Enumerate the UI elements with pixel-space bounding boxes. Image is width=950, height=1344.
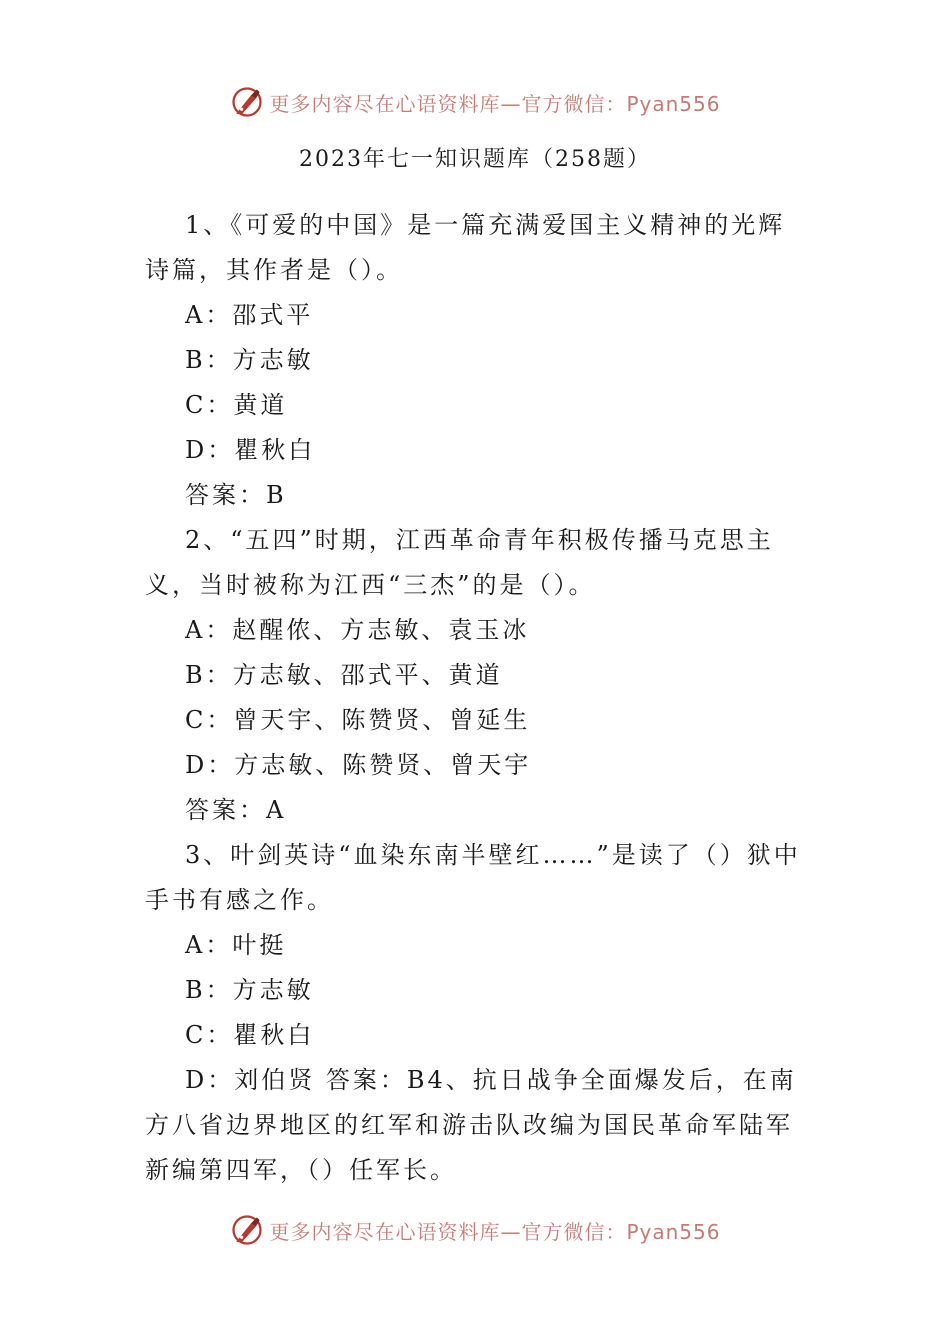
question-3-option-d-and-question-4: D：刘伯贤 答案：B4、抗日战争全面爆发后，在南方八省边界地区的红军和游击队改编为国民革命军陆军新编第四军，（）任军长。 xyxy=(145,1066,797,1184)
question-2-option-c: C：曾天宇、陈赞贤、曾延生 xyxy=(185,706,531,734)
question-2: 2、“五四”时期，江西革命青年积极传播马克思主义，当时被称为江西“三杰”的是（）。 xyxy=(145,526,774,599)
question-2-option-d: D：方志敏、陈赞贤、曾天宇 xyxy=(185,751,532,779)
question-1-option-c: C：黄道 xyxy=(185,391,288,419)
question-3: 3、叶剑英诗“血染东南半壁红……”是读了（）狱中手书有感之作。 xyxy=(145,841,801,914)
pen-nib-logo-icon xyxy=(229,1212,265,1248)
question-1-answer: 答案：B xyxy=(185,481,287,509)
question-3-option-c: C：瞿秋白 xyxy=(185,1021,315,1049)
question-2-option-a: A：赵醒侬、方志敏、袁玉冰 xyxy=(185,616,530,644)
question-3-option-b: B：方志敏 xyxy=(185,976,314,1004)
question-3-option-a: A：叶挺 xyxy=(185,931,287,959)
question-1: 1、《可爱的中国》是一篇充满爱国主义精神的光辉诗篇，其作者是（）。 xyxy=(145,211,786,284)
header-banner xyxy=(0,82,950,122)
pen-nib-logo-icon xyxy=(229,84,265,120)
footer-banner-text: 更多内容尽在心语资料库—官方微信：Pyan556 xyxy=(269,1219,721,1244)
header-banner-text: 更多内容尽在心语资料库—官方微信：Pyan556 xyxy=(269,91,721,116)
question-1-option-b: B：方志敏 xyxy=(185,346,314,374)
question-list xyxy=(145,203,805,1193)
question-1-option-a: A：邵式平 xyxy=(185,301,314,329)
question-2-option-b: B：方志敏、邵式平、黄道 xyxy=(185,661,503,689)
question-2-answer: 答案：A xyxy=(185,796,287,824)
document-title: 2023年七一知识题库（258题） xyxy=(299,147,651,172)
question-1-option-d: D：瞿秋白 xyxy=(185,436,316,464)
footer-banner xyxy=(0,1210,950,1250)
